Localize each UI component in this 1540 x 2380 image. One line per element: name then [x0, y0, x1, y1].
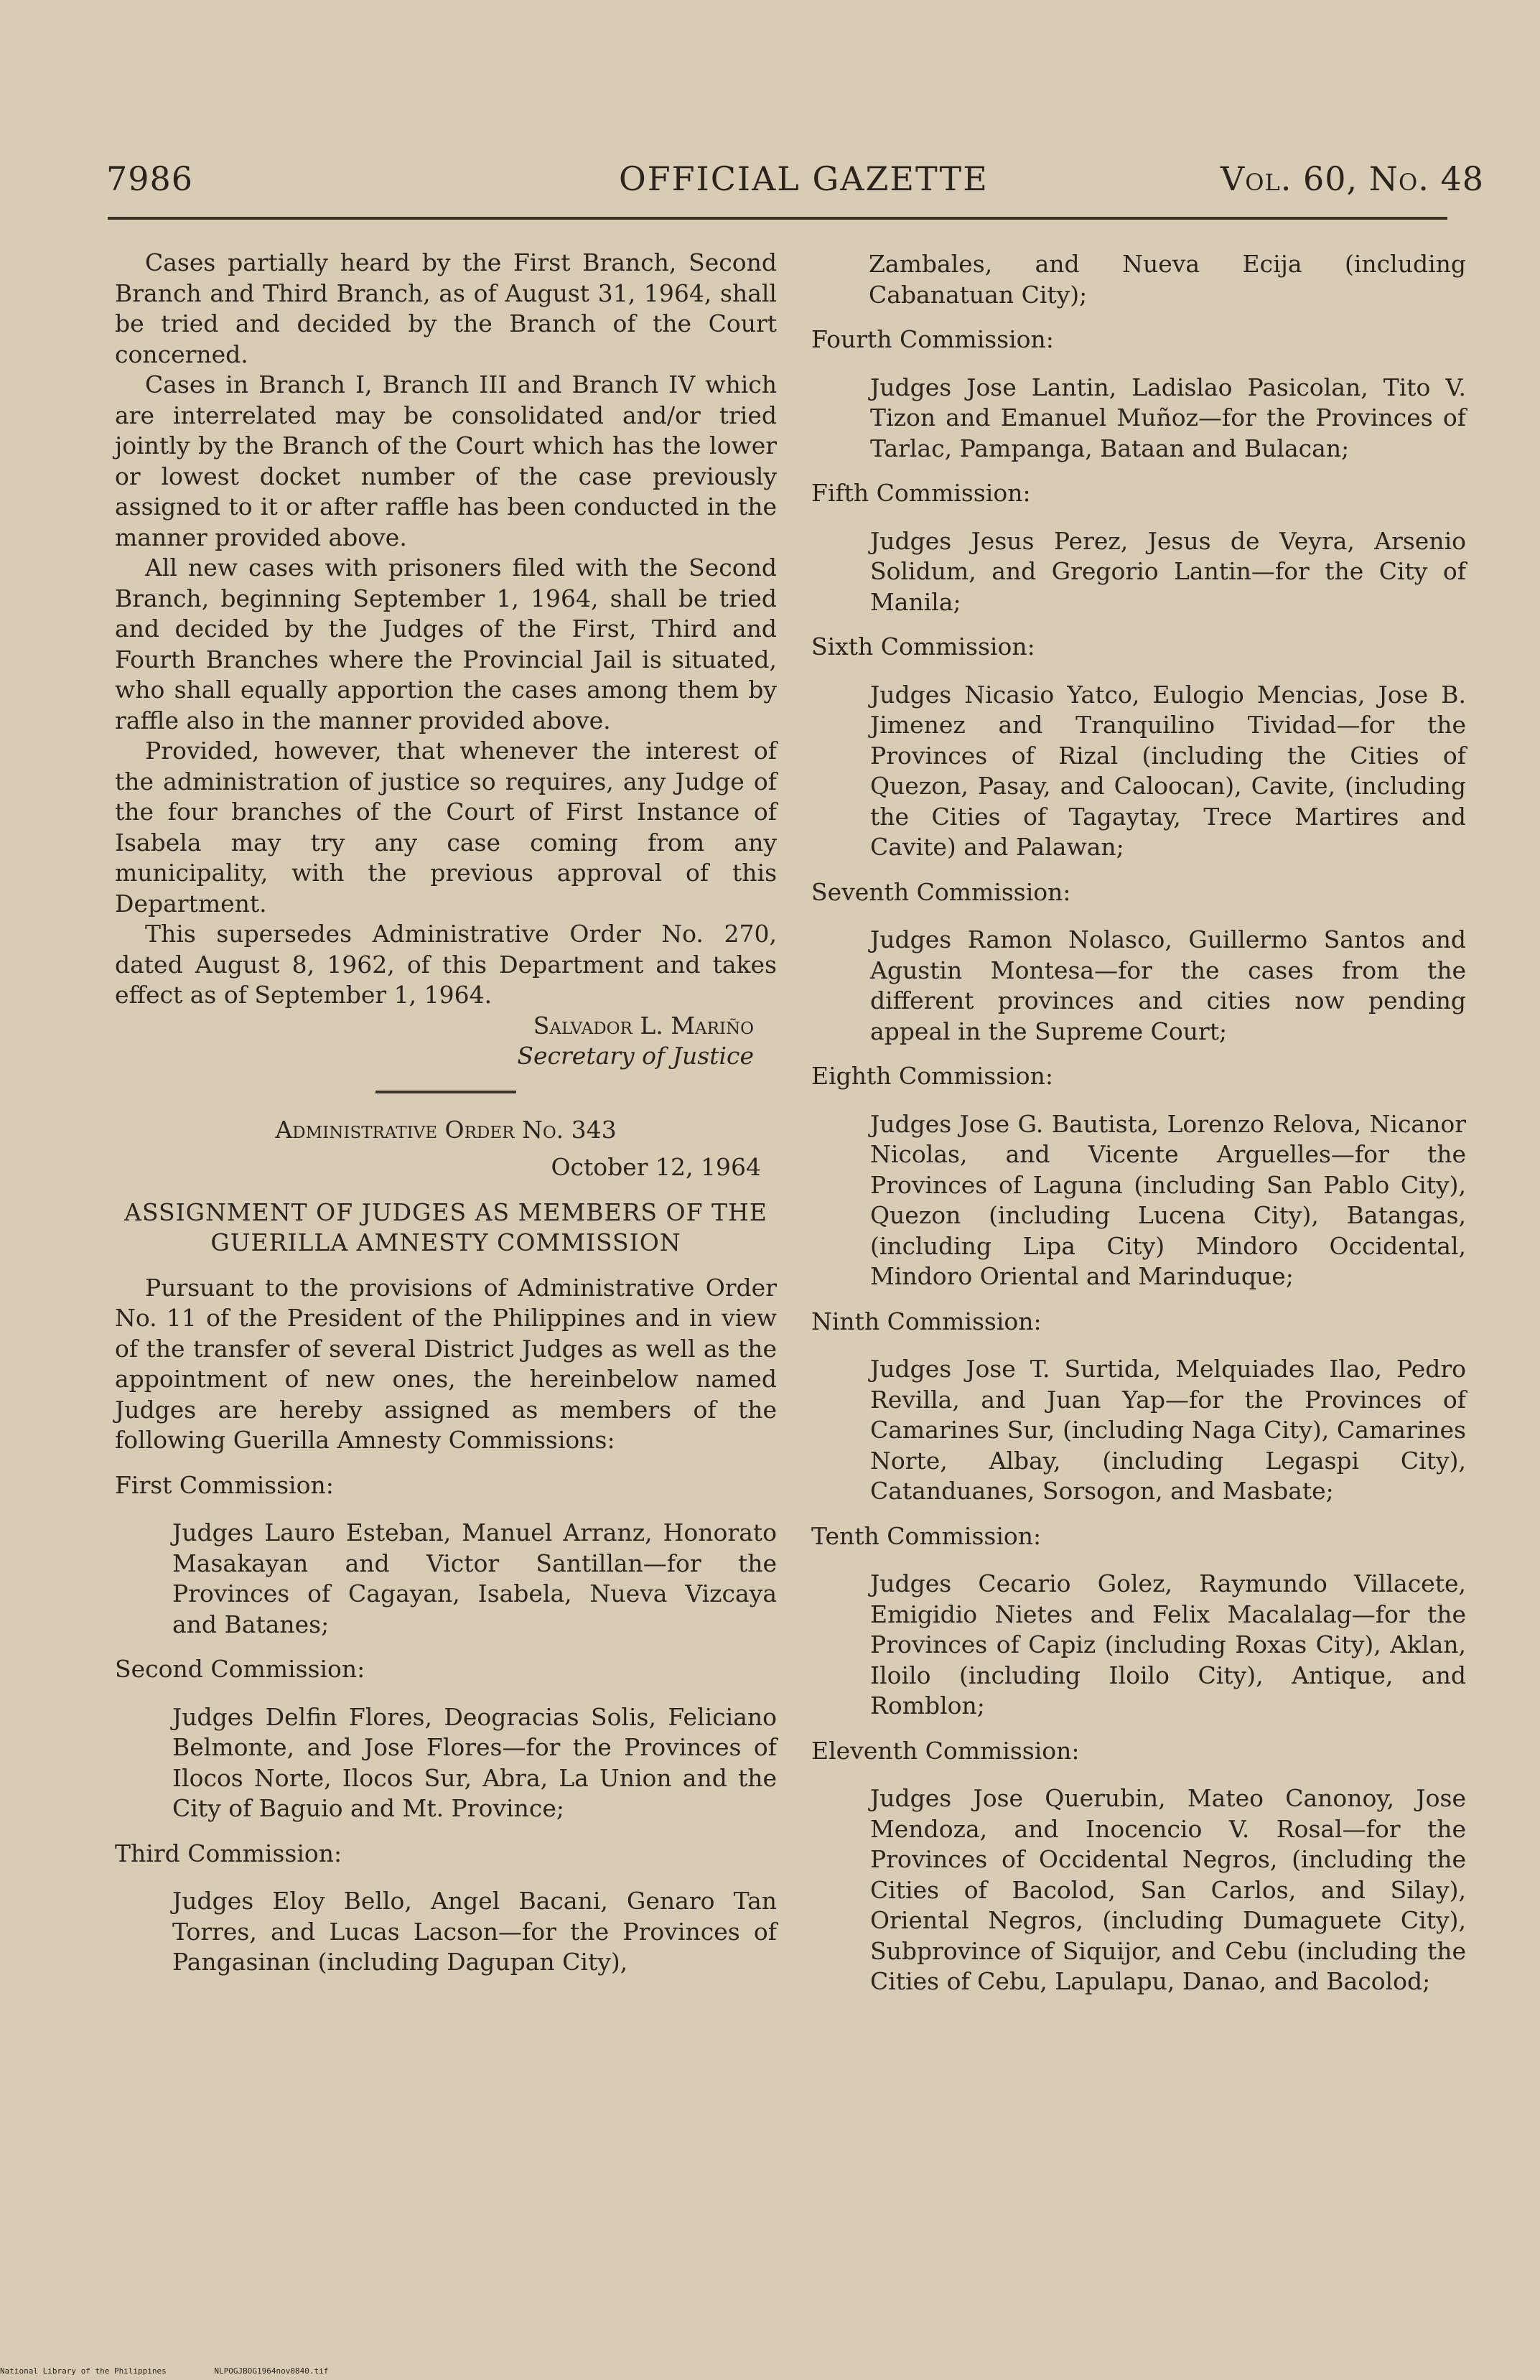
section-divider: [375, 1091, 516, 1093]
signature-block: [115, 1011, 777, 1072]
scan-footer: [0, 2366, 371, 2376]
paragraph: All new cases with prisoners filed with the Second Branch, beginning September 1, 1964, shall be tried and decided by the Judges of the First, Third and Fourth Branches where the Provincial Jail is situated, who shall equally apportion the cases among them by raffle also in the manner provided above.: [115, 554, 777, 734]
commission-text: Judges Jose G. Bautista, Lorenzo Relova, Nicanor Nicolas, and Vicente Arguelles—for the Provinces of Laguna (including San Pablo City), Quezon (including Lucena City), Batangas, (including Lipa City) Mindoro Occidental, Mindoro Oriental and Marinduque;: [870, 1109, 1466, 1290]
order-title: ASSIGNMENT OF JUDGES AS MEMBERS OF THE GUERILLA AMNESTY COMMISSION: [124, 1198, 767, 1256]
commission-text: Judges Jose Querubin, Mateo Canonoy, Jose Mendoza, and Inocencio V. Rosal—for the Provinces of Occidental Negros, (including the Cities of Bacolod, San Carlos, and Silay), Oriental Negros, (including Dumaguete City), Subprovince of Siquijor, and Cebu (including the Cities of Cebu, Lapulapu, Danao, and Bacolod;: [870, 1784, 1466, 1995]
commission-heading: Eighth Commission:: [811, 1062, 1053, 1090]
commission-text: Judges Delfin Flores, Deogracias Solis, Feliciano Belmonte, and Jose Flores—for the Provinces of Ilocos Norte, Ilocos Sur, Abra, La Union and the City of Baguio and Mt. Province;: [172, 1702, 777, 1822]
commission-heading: Fourth Commission:: [811, 325, 1054, 353]
header-rule: [108, 217, 1447, 220]
paragraph: Cases partially heard by the First Branch, Second Branch and Third Branch, as of August 31, 1964, shall be tried and decided by the Branch of the Court concerned.: [115, 248, 777, 368]
right-column: [811, 249, 1466, 1997]
order-date: October 12, 1964: [551, 1153, 761, 1181]
commission-heading: Second Commission:: [115, 1655, 365, 1683]
paragraph: Cases in Branch I, Branch III and Branch IV which are interrelated may be consolidated and/or tried jointly by the Branch of the Court which has the lower or lowest docket number of the case previously assigned to it or after raffle has been conducted in the manner provided above.: [115, 370, 777, 551]
page-number: 7986: [106, 159, 194, 198]
left-column: [115, 248, 777, 1978]
commission-text: Judges Jose Lantin, Ladislao Pasicolan, Tito V. Tizon and Emanuel Muñoz—for the Provinces of Tarlac, Pampanga, Bataan and Bulacan;: [870, 373, 1466, 462]
commission-text: Judges Jesus Perez, Jesus de Veyra, Arsenio Solidum, and Gregorio Lantin—for the City of Manila;: [870, 526, 1466, 616]
commission-text: Judges Cecario Golez, Raymundo Villacete, Emigidio Nietes and Felix Macalalag—for the Provinces of Capiz (including Roxas City), Aklan, Iloilo (including Iloilo City), Antique, and Romblon;: [870, 1569, 1466, 1719]
signatory-name: Salvador L. Mariño: [533, 1011, 754, 1040]
volume-number: Vol. 60, No. 48: [1221, 159, 1484, 198]
commission-heading: Eleventh Commission:: [811, 1736, 1080, 1765]
footer-file: NLPOGJBOG1964nov0840.tif: [214, 2366, 329, 2376]
commission-heading: Seventh Commission:: [811, 877, 1071, 906]
commission-heading: First Commission:: [115, 1470, 334, 1499]
commission-text: Judges Jose T. Surtida, Melquiades Ilao, Pedro Revilla, and Juan Yap—for the Provinces of Camarines Sur, (including Naga City), Camarines Norte, Albay, (including Legaspi City), Catanduanes, Sorsogon, and Masbate;: [870, 1355, 1466, 1505]
commission-text: Judges Eloy Bello, Angel Bacani, Genaro Tan Torres, and Lucas Lacson—for the Provinces of Pangasinan (including Dagupan City),: [172, 1887, 777, 1976]
commission-heading: Third Commission:: [115, 1839, 342, 1867]
gazette-title: OFFICIAL GAZETTE: [619, 159, 989, 198]
commission-text: Judges Nicasio Yatco, Eulogio Mencias, Jose B. Jimenez and Tranquilino Tividad—for the Provinces of Rizal (including the Cities of Quezon, Pasay, and Caloocan), Cavite, (including the Cities of Tagaytay, Trece Martires and Cavite) and Palawan;: [870, 680, 1466, 861]
commission-heading: Tenth Commission:: [811, 1521, 1042, 1550]
footer-source: National Library of the Philippines: [0, 2366, 167, 2376]
paragraph: This supersedes Administrative Order No. 270, dated August 8, 1962, of this Department and takes effect as of September 1, 1964.: [115, 920, 777, 1009]
paragraph: Provided, however, that whenever the interest of the administration of justice so requires, any Judge of the four branches of the Court of First Instance of Isabela may try any case coming from any municipality, with the previous approval of this Department.: [115, 737, 777, 918]
commission-text: Judges Lauro Esteban, Manuel Arranz, Honorato Masakayan and Victor Santillan—for the Provinces of Cagayan, Isabela, Nueva Vizcaya and Batanes;: [172, 1518, 777, 1638]
order-number: Administrative Order No. 343: [275, 1115, 617, 1144]
commission-heading: Fifth Commission:: [811, 479, 1031, 507]
signatory-title: Secretary of Justice: [517, 1042, 754, 1070]
commission-text: Judges Ramon Nolasco, Guillermo Santos and Agustin Montesa—for the cases from the different provinces and cities now pending appeal in the Supreme Court;: [870, 925, 1466, 1045]
commission-heading: Ninth Commission:: [811, 1307, 1042, 1335]
commission-continuation: Zambales, and Nueva Ecija (including Cabanatuan City);: [869, 250, 1466, 309]
order-preamble: Pursuant to the provisions of Administrative Order No. 11 of the President of the Philippines and in view of the transfer of several District Judges as well as the appointment of new ones, the hereinbelow named Judges are hereby assigned as members of the following Guerilla Amnesty Commissions:: [115, 1273, 777, 1454]
commission-heading: Sixth Commission:: [811, 633, 1035, 661]
